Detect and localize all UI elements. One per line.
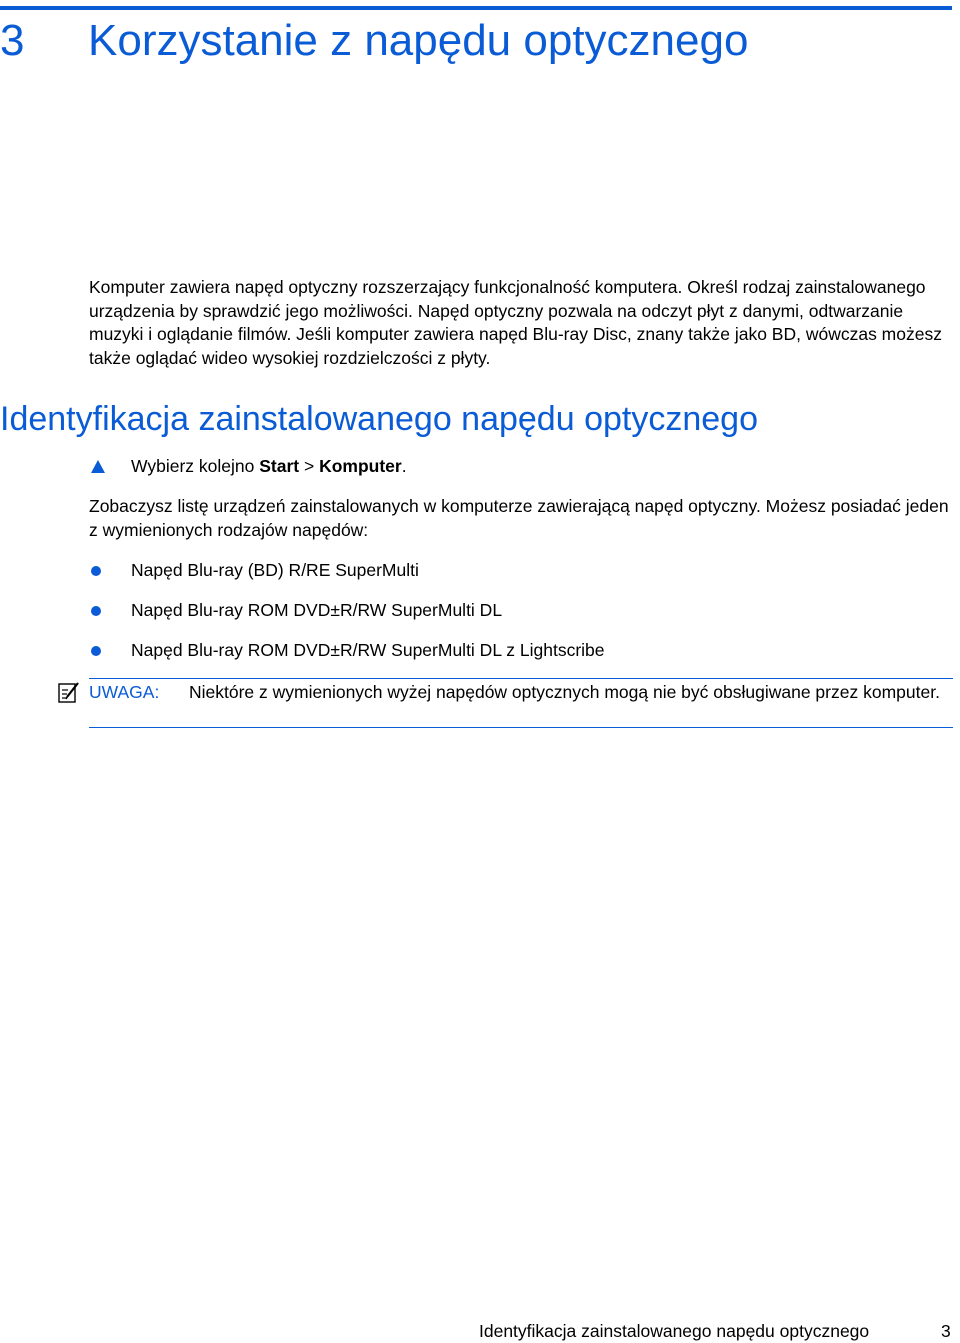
bullet-icon (91, 566, 101, 576)
chapter-title-text: Korzystanie z napędu optycznego (88, 16, 749, 65)
start-label: Start (259, 456, 300, 476)
chapter-title (0, 16, 748, 66)
bullet-icon (91, 646, 101, 656)
page-number: 3 (941, 1321, 951, 1341)
drives-paragraph: Zobaczysz listę urządzeń zainstalowanych w komputerze zawierającą napęd optyczny. Możesz posiadać jeden z wymienionych rodzajów napędów: (89, 496, 949, 540)
note-box (89, 678, 953, 728)
chapter-number: 3 (0, 16, 25, 65)
note-pencil-icon (57, 680, 81, 704)
step-text: Wybierz kolejno Start > Komputer. (131, 456, 407, 476)
bullet-icon (91, 606, 101, 616)
komputer-label: Komputer (319, 456, 402, 476)
list-item-text: Napęd Blu-ray ROM DVD±R/RW SuperMulti DL z Lightscribe (131, 640, 605, 660)
note-label: UWAGA: (89, 682, 160, 702)
list-item-text: Napęd Blu-ray (BD) R/RE SuperMulti (131, 560, 419, 580)
list-item-text: Napęd Blu-ray ROM DVD±R/RW SuperMulti DL (131, 600, 503, 620)
section-title: Identyfikacja zainstalowanego napędu optycznego (0, 400, 758, 438)
note-text (89, 681, 953, 704)
note-body: Niektóre z wymienionych wyżej napędów optycznych mogą nie być obsługiwane przez komputer. (189, 682, 940, 702)
top-rule (0, 6, 952, 10)
intro-paragraph: Komputer zawiera napęd optyczny rozszerzający funkcjonalność komputera. Określ rodzaj zainstalowanego urządzenia by sprawdzić jego możliwości. Napęd optyczny pozwala na odczyt płyt z danymi, odtwarzanie muzyki i oglądanie filmów. Jeśli komputer zawiera napęd Blu-ray Disc, znany także jako BD, wówczas możesz także oglądać wideo wysokiej rozdzielczości z płyty. (89, 277, 942, 368)
page-footer (479, 1320, 951, 1342)
footer-section-title: Identyfikacja zainstalowanego napędu optycznego (479, 1321, 870, 1341)
step-triangle-icon (91, 460, 105, 473)
